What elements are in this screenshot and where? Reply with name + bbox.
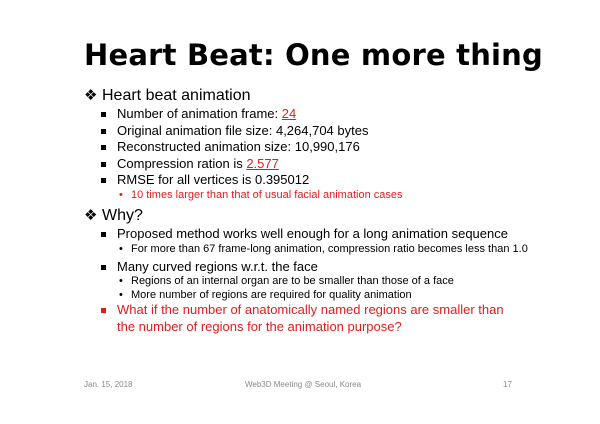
square-bullet-icon xyxy=(101,162,106,167)
list-item: Many curved regions w.r.t. the face xyxy=(84,259,524,276)
list-item: Reconstructed animation size: 10,990,176 xyxy=(84,139,524,156)
dot-bullet-icon: • xyxy=(119,243,123,256)
compression-ratio-link[interactable]: 2.577 xyxy=(246,155,279,171)
slide-title: Heart Beat: One more thing xyxy=(84,38,543,72)
list-item: Original animation file size: 4,264,704 bytes xyxy=(84,123,524,140)
square-bullet-icon xyxy=(101,112,106,117)
sub-list-item: • Regions of an internal organ are to be smaller than those of a face xyxy=(119,275,454,288)
diamond-bullet-icon: ❖ xyxy=(84,87,98,104)
square-bullet-icon xyxy=(101,308,106,313)
square-bullet-icon xyxy=(101,145,106,150)
section-heading-why xyxy=(84,206,524,226)
frame-count-link[interactable]: 24 xyxy=(281,106,297,121)
sub-list-item: • For more than 67 frame-long animation, compression ratio becomes less than 1.0 xyxy=(119,243,528,256)
sub-list-item: • More number of regions are required for quality animation xyxy=(119,288,412,301)
square-bullet-icon xyxy=(101,178,106,183)
section-heading-animation xyxy=(84,86,524,106)
list-item-question: What if the number of anatomically named regions are smaller than the number of regions for the animation purpose? xyxy=(84,302,517,335)
section-heading-text: Why? xyxy=(102,207,143,225)
dot-bullet-icon: • xyxy=(119,275,123,288)
section-heading-text: Heart beat animation xyxy=(102,87,251,104)
square-bullet-icon xyxy=(101,129,106,134)
footer-date: Jan. 15, 2018 xyxy=(84,380,133,389)
dot-bullet-icon: • xyxy=(119,188,123,201)
footer-event: Web3D Meeting @ Seoul, Korea xyxy=(245,380,362,389)
slide-body xyxy=(84,83,528,335)
square-bullet-icon xyxy=(101,232,106,237)
footer-page-number: 17 xyxy=(503,380,512,389)
list-item: Compression ration is 2.577 xyxy=(84,156,524,173)
sub-list-item: • 10 times larger than that of usual facial animation cases xyxy=(119,188,403,201)
diamond-bullet-icon: ❖ xyxy=(84,207,98,225)
list-item: RMSE for all vertices is 0.395012 xyxy=(84,172,524,189)
dot-bullet-icon: • xyxy=(119,288,123,301)
list-item: Proposed method works well enough for a long animation sequence xyxy=(84,226,524,243)
list-item: Number of animation frame: 24 xyxy=(84,106,524,123)
square-bullet-icon xyxy=(101,265,106,270)
